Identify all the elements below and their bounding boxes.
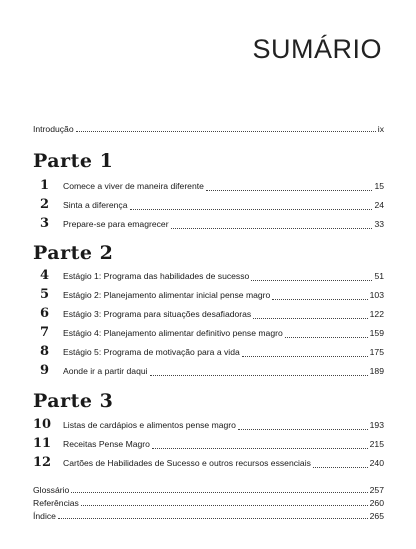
toc-entry-label: Introdução: [33, 124, 74, 134]
toc-entry-page: 257: [369, 485, 384, 495]
chapter-number: 1: [40, 178, 50, 193]
toc-entry-chapter-7[interactable]: [33, 325, 384, 340]
chapter-number: 4: [40, 268, 50, 283]
chapter-number: 2: [40, 197, 50, 212]
leader-dots: [152, 448, 368, 449]
toc-entry-label: Glossário: [33, 485, 70, 495]
toc-entry-label: Aonde ir a partir daqui: [63, 366, 148, 376]
toc-entry-chapter-1[interactable]: [33, 178, 384, 193]
chapter-number: 6: [40, 306, 50, 321]
leader-dots: [253, 318, 367, 319]
leader-dots: [313, 467, 368, 468]
leader-dots: [242, 356, 368, 357]
page-title: SUMÁRIO: [252, 34, 382, 64]
leader-dots: [130, 209, 373, 210]
toc-entry-chapter-11[interactable]: [33, 436, 384, 451]
toc-entry-label: Estágio 2: Planejamento alimentar inicial pense magro: [63, 290, 271, 300]
leader-dots: [206, 190, 373, 191]
toc-entry-chapter-4[interactable]: [33, 268, 384, 283]
toc-entry-chapter-8[interactable]: [33, 344, 384, 359]
leader-dots: [251, 280, 372, 281]
toc-entry-page: 265: [369, 511, 384, 521]
leader-dots: [171, 228, 373, 229]
toc-entry-label: Estágio 4: Planejamento alimentar definitivo pense magro: [63, 328, 283, 338]
leader-dots: [76, 131, 376, 132]
toc-entry-page: 193: [369, 420, 384, 430]
toc-entry-label: Estágio 3: Programa para situações desafiadoras: [63, 309, 252, 319]
chapter-number: 3: [40, 216, 50, 231]
toc-entry-chapter-5[interactable]: [33, 287, 384, 302]
chapter-number: 12: [33, 455, 52, 470]
toc-entry-introducao[interactable]: [33, 124, 384, 134]
leader-dots: [71, 492, 367, 493]
chapter-number: 8: [40, 344, 50, 359]
toc-entry-page: 260: [369, 498, 384, 508]
toc-entry-chapter-12[interactable]: [33, 455, 384, 470]
toc-entry-label: Prepare-se para emagrecer: [63, 219, 169, 229]
toc-entry-page: 103: [369, 290, 384, 300]
part-heading-2: Parte 2: [33, 242, 114, 264]
part-heading-3: Parte 3: [33, 390, 114, 412]
chapter-number: 5: [40, 287, 50, 302]
toc-entry-page: 189: [369, 366, 384, 376]
toc-entry-indice[interactable]: [33, 511, 384, 521]
toc-entry-page: 51: [374, 271, 384, 281]
leader-dots: [238, 429, 368, 430]
leader-dots: [272, 299, 367, 300]
toc-entry-chapter-3[interactable]: [33, 216, 384, 231]
toc-entry-page: 15: [374, 181, 384, 191]
toc-entry-label: Cartões de Habilidades de Sucesso e outros recursos essenciais: [63, 458, 311, 468]
toc-entry-label: Estágio 5: Programa de motivação para a vida: [63, 347, 240, 357]
toc-entry-page: 215: [369, 439, 384, 449]
toc-entry-chapter-6[interactable]: [33, 306, 384, 321]
toc-entry-label: Sinta a diferença: [63, 200, 128, 210]
leader-dots: [150, 375, 368, 376]
toc-entry-label: Índice: [33, 511, 56, 521]
toc-entry-chapter-9[interactable]: [33, 363, 384, 378]
chapter-number: 9: [40, 363, 50, 378]
toc-entry-chapter-10[interactable]: [33, 417, 384, 432]
toc-entry-label: Listas de cardápios e alimentos pense magro: [63, 420, 236, 430]
chapter-number: 10: [33, 417, 52, 432]
toc-entry-chapter-2[interactable]: [33, 197, 384, 212]
toc-entry-page: 175: [369, 347, 384, 357]
leader-dots: [58, 518, 368, 519]
chapter-number: 7: [40, 325, 50, 340]
toc-entry-page: 33: [374, 219, 384, 229]
toc-entry-label: Estágio 1: Programa das habilidades de sucesso: [63, 271, 250, 281]
toc-entry-glossario[interactable]: [33, 485, 384, 495]
leader-dots: [81, 505, 368, 506]
chapter-number: 11: [33, 436, 52, 451]
leader-dots: [285, 337, 368, 338]
toc-entry-page: 240: [369, 458, 384, 468]
toc-entry-page: ix: [377, 124, 384, 134]
toc-entry-label: Receitas Pense Magro: [63, 439, 150, 449]
toc-entry-page: 122: [369, 309, 384, 319]
toc-entry-page: 24: [374, 200, 384, 210]
toc-entry-label: Comece a viver de maneira diferente: [63, 181, 204, 191]
part-heading-1: Parte 1: [33, 150, 114, 172]
toc-entry-label: Referências: [33, 498, 79, 508]
toc-entry-referencias[interactable]: [33, 498, 384, 508]
toc-entry-page: 159: [369, 328, 384, 338]
